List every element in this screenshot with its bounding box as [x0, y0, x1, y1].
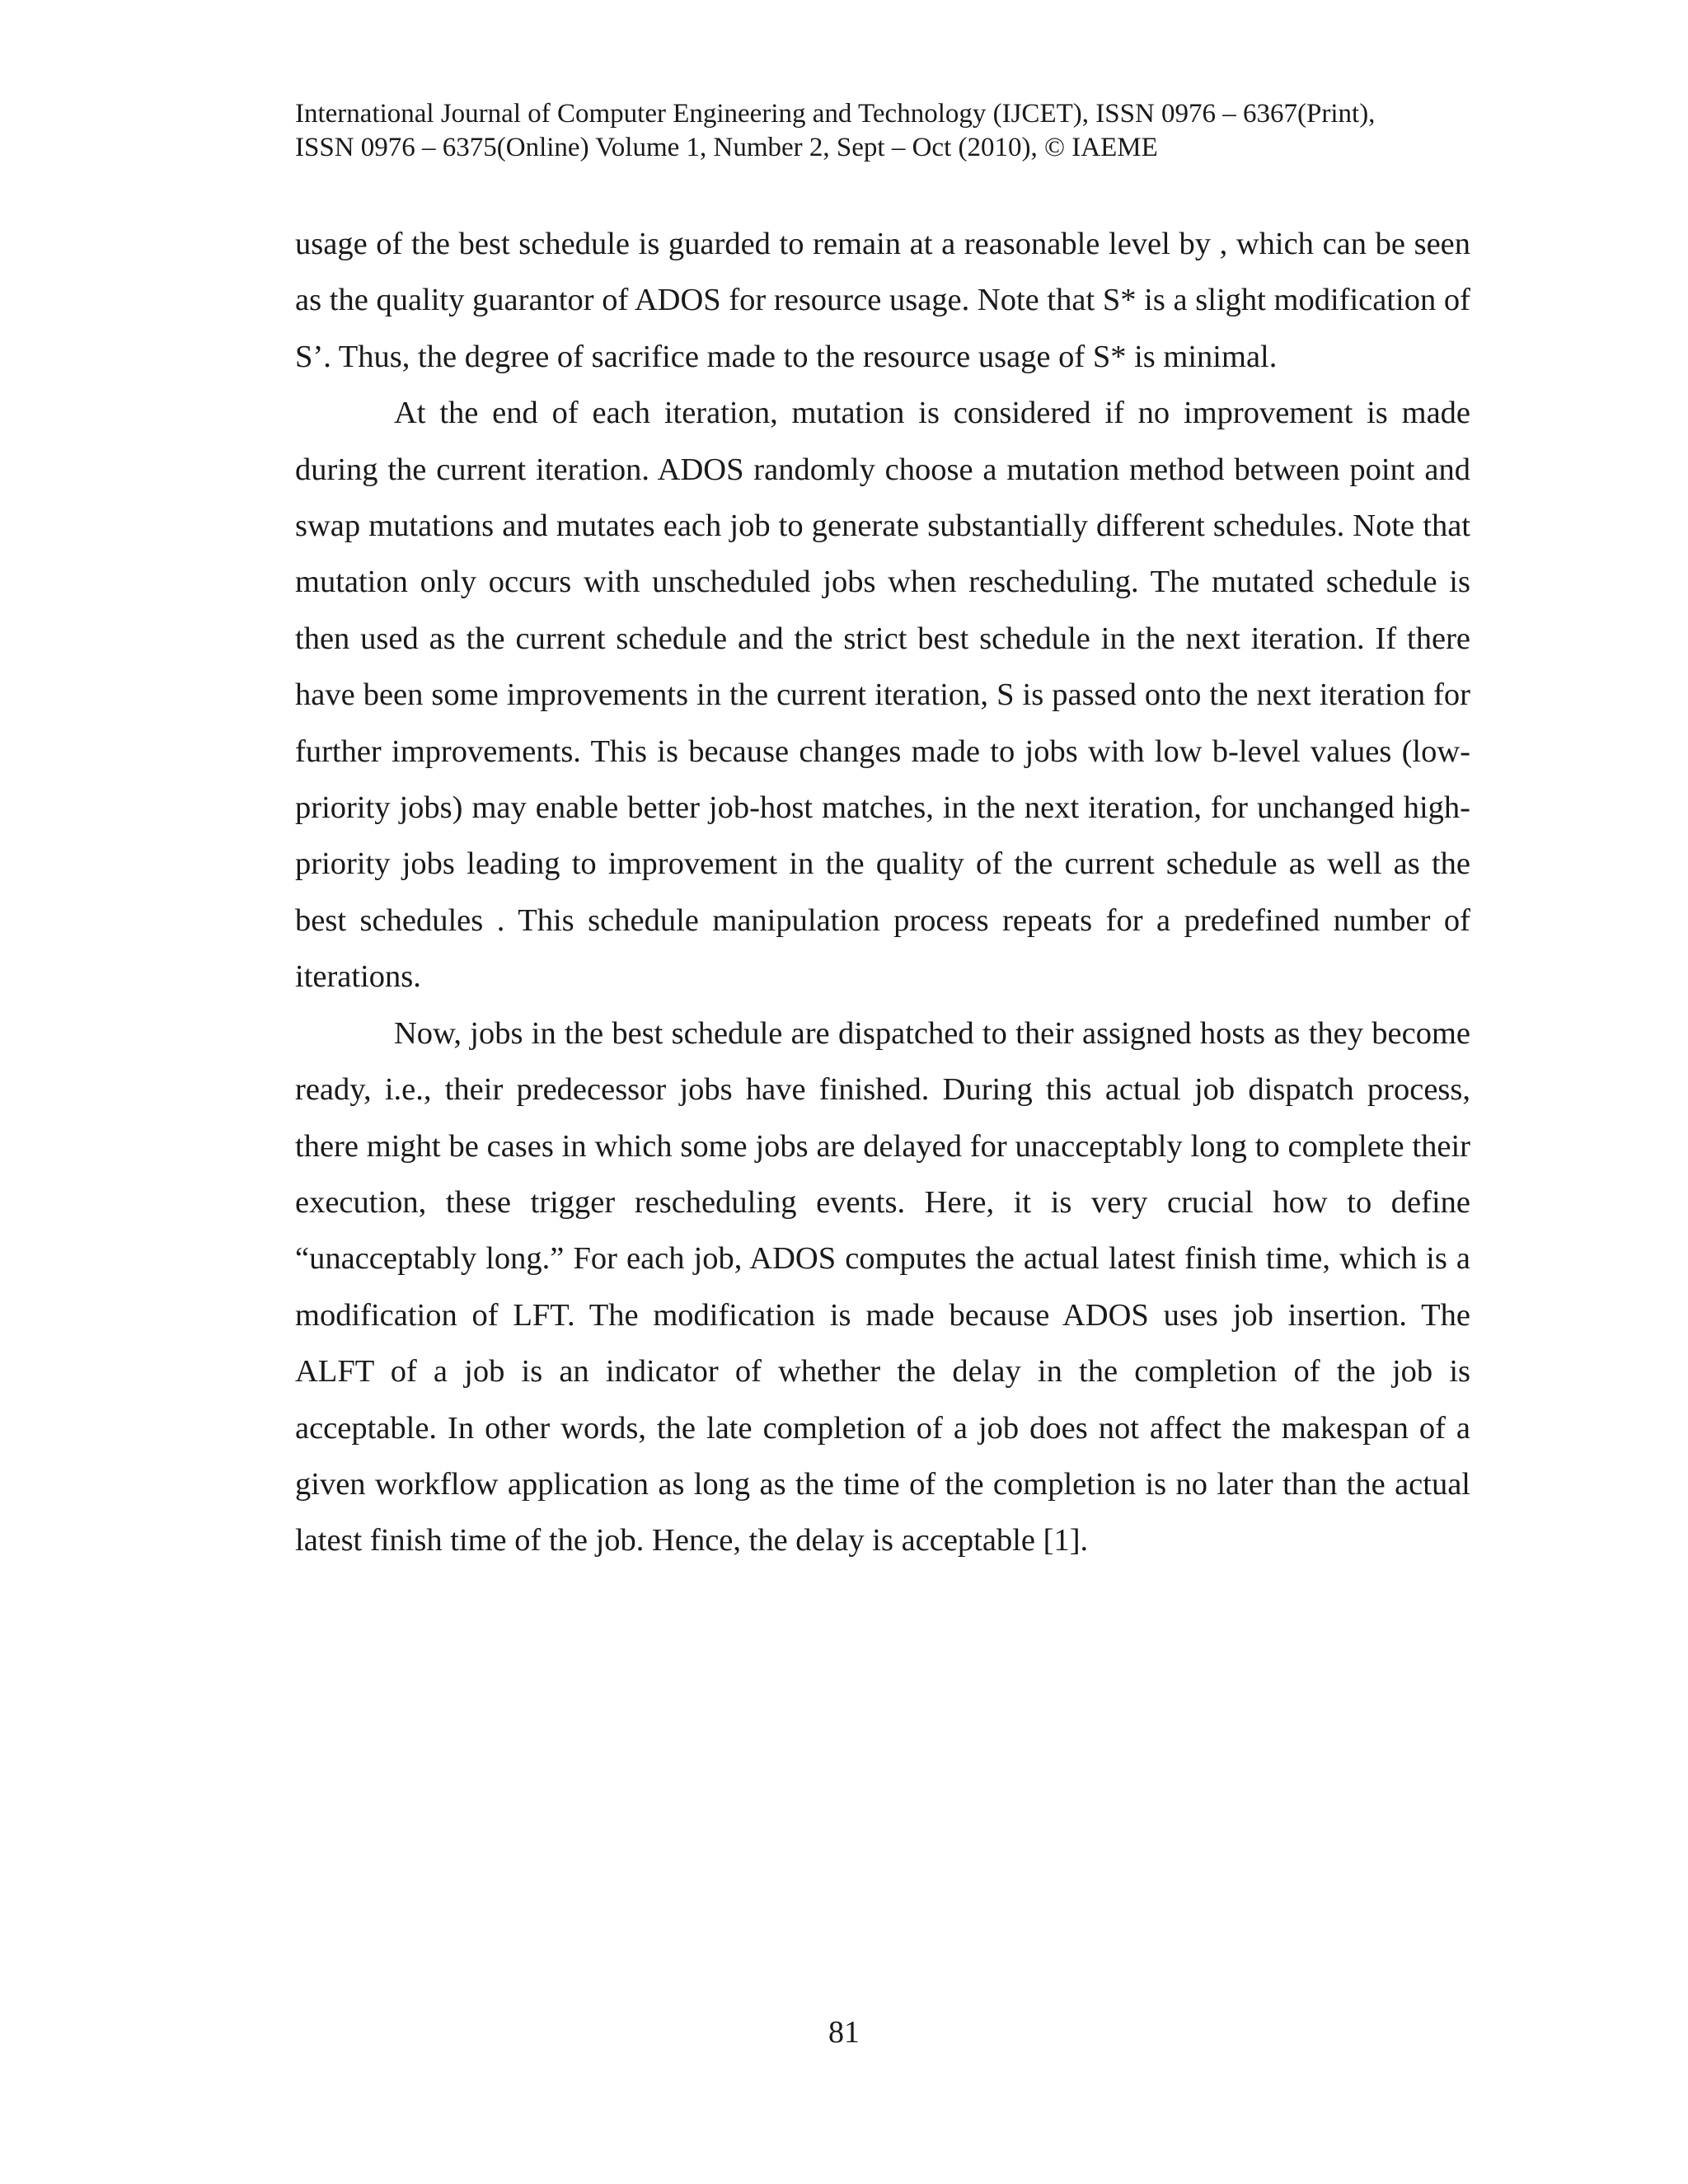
paragraph-job-dispatch: Now, jobs in the best schedule are dispatched to their assigned hosts as they become ready, i.e., their predecessor jobs have finished. During this actual job dispatch process, there might be cases in which some jobs are delayed for unacceptably long to complete their execution, these trigger rescheduling events. Here, it is very crucial how to define “unacceptably long.” For each job, ADOS computes the actual latest finish time, which is a modification of LFT. The modification is made because ADOS uses job insertion. The ALFT of a job is an indicator of whether the delay in the completion of the job is acceptable. In other words, the late completion of a job does not affect the makespan of a given workflow application as long as the time of the completion is no later than the actual latest finish time of the job. Hence, the delay is acceptable [1].: [295, 1015, 1470, 1558]
body-text: [295, 216, 1470, 1569]
page-number: 81: [828, 2015, 860, 2050]
journal-header-line-2: ISSN 0976 – 6375(Online) Volume 1, Number 2, Sept – Oct (2010), © IAEME: [295, 133, 1158, 162]
running-header: [295, 97, 1449, 165]
paragraph-continued: usage of the best schedule is guarded to remain at a reasonable level by , which can be seen as the quality guarantor of ADOS for resource usage. Note that S* is a slight modification of S’. Thus, the degree of sacrifice made to the resource usage of S* is minimal.: [295, 227, 1470, 374]
paragraph-mutation: At the end of each iteration, mutation is considered if no improvement is made during the current iteration. ADOS randomly choose a mutation method between point and swap mutations and mutates each job to generate substantially different schedules. Note that mutation only occurs with unscheduled jobs when rescheduling. The mutated schedule is then used as the current schedule and the strict best schedule in the next iteration. If there have been some improvements in the current iteration, S is passed onto the next iteration for further improvements. This is because changes made to jobs with low b-level values (low-priority jobs) may enable better job-host matches, in the next iteration, for unchanged high-priority jobs leading to improvement in the quality of the current schedule as well as the best schedules . This schedule manipulation process repeats for a predefined number of iterations.: [295, 396, 1470, 995]
journal-header-line-1: International Journal of Computer Engineering and Technology (IJCET), ISSN 0976 – 6367(Print),: [295, 99, 1376, 129]
